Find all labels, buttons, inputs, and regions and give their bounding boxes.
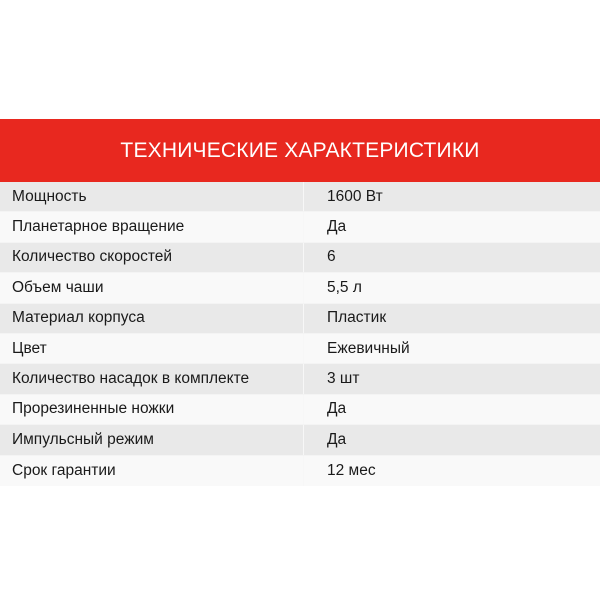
spec-row-pulse-mode	[0, 425, 600, 455]
spec-row-body-material	[0, 304, 600, 334]
spec-label: Импульсный режим	[0, 425, 304, 454]
spec-label: Мощность	[0, 182, 304, 211]
spec-row-attachments-count	[0, 364, 600, 394]
spec-value: 1600 Вт	[327, 187, 383, 205]
spec-value: 12 мес	[327, 461, 376, 479]
spec-row-speed-count	[0, 243, 600, 273]
spec-row-color	[0, 334, 600, 364]
spec-row-power	[0, 182, 600, 212]
spec-label: Цвет	[0, 334, 304, 363]
spec-label: Материал корпуса	[0, 304, 304, 333]
spec-label: Количество насадок в комплекте	[0, 364, 304, 393]
spec-value: 3 шт	[327, 370, 360, 388]
spec-label: Количество скоростей	[0, 243, 304, 272]
spec-value: Ежевичный	[327, 339, 410, 357]
spec-row-planetary-rotation	[0, 212, 600, 242]
spec-label: Объем чаши	[0, 273, 304, 302]
spec-value: Да	[327, 218, 347, 236]
spec-value: Да	[327, 400, 347, 418]
specifications-card	[0, 119, 600, 484]
spec-value: Да	[327, 430, 347, 448]
spec-row-rubber-feet	[0, 395, 600, 425]
spec-value: 6	[327, 248, 336, 266]
specifications-table	[0, 182, 600, 486]
spec-label: Планетарное вращение	[0, 212, 304, 241]
specifications-title: ТЕХНИЧЕСКИЕ ХАРАКТЕРИСТИКИ	[120, 138, 480, 162]
spec-row-bowl-volume	[0, 273, 600, 303]
spec-value: 5,5 л	[327, 278, 362, 296]
spec-value: Пластик	[327, 309, 387, 327]
spec-row-warranty	[0, 456, 600, 486]
spec-label: Прорезиненные ножки	[0, 395, 304, 424]
specifications-header	[0, 119, 600, 182]
spec-label: Срок гарантии	[0, 456, 304, 486]
